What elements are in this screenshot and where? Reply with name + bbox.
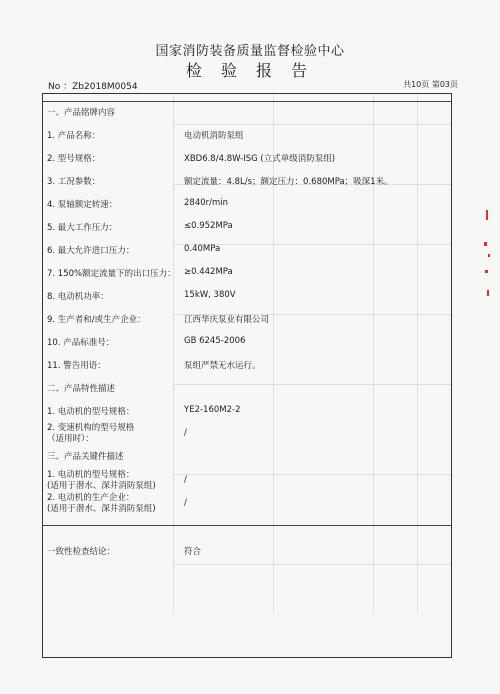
row-label: 2. 电动机的生产企业： — [47, 493, 135, 503]
report-number — [48, 79, 138, 92]
page-info: 共10页 第03页 — [403, 80, 458, 89]
section-characteristics: 二、产品特性描述 — [47, 384, 116, 394]
row-label: 10. 产品标准号： — [47, 338, 115, 348]
row-label: 2. 型号规格： — [47, 154, 101, 164]
row-value: 泵组严禁无水运行。 — [184, 361, 261, 371]
row-value: YE2-160M2-2 — [184, 405, 241, 415]
row-label: 1. 电动机的型号规格： — [47, 470, 135, 480]
row-value: GB 6245-2006 — [184, 336, 246, 346]
row-label: 1. 产品名称： — [47, 131, 101, 141]
row-value: XBD6.8/4.8W-ISG (立式单级消防泵组) — [184, 154, 336, 164]
section-nameplate: 一、产品铭牌内容 — [47, 108, 116, 118]
row-label: 1. 电动机的型号规格： — [47, 407, 135, 417]
row-value: ≥0.442MPa — [184, 267, 233, 277]
row-value: 额定流量：4.8L/s；额定压力：0.680MPa；吸深1米。 — [184, 177, 393, 187]
row-label: 11. 警告用语： — [47, 361, 106, 371]
row-label-cont: （适用时）： — [47, 434, 94, 444]
row-label: 8. 电动机功率： — [47, 292, 109, 302]
report-number-label: No ： — [48, 82, 73, 92]
row-label: 6. 最大允许进口压力： — [47, 246, 135, 256]
header-divider — [43, 101, 451, 102]
row-value: ≤0.952MPa — [184, 221, 233, 231]
report-title: 检 验 报 告 — [185, 61, 315, 80]
row-value: / — [184, 475, 187, 485]
row-value: 2840r/min — [184, 198, 229, 208]
seal-mark-fragment — [480, 210, 496, 310]
row-label: 3. 工况参数： — [47, 177, 101, 187]
conclusion-value: 符合 — [184, 547, 202, 557]
org-name: 国家消防装备质量监督检验中心 — [155, 44, 345, 59]
inspection-table — [42, 93, 452, 658]
report-number-value: Zb2018M0054 — [72, 82, 138, 92]
row-label-cont: (适用于潜水、深井消防泵组) — [47, 481, 156, 491]
section-key-parts: 三、产品关键件描述 — [47, 452, 124, 462]
conclusion-label: 一致性检查结论： — [47, 547, 116, 557]
row-label: 9. 生产者和/或生产企业： — [47, 315, 146, 325]
bleed-through-grid — [173, 94, 451, 614]
row-label: 2. 变速机构的型号规格 — [47, 423, 135, 433]
row-value: / — [184, 428, 187, 438]
row-value: / — [184, 498, 187, 508]
row-label: 5. 最大工作压力： — [47, 223, 118, 233]
row-value: 15kW, 380V — [184, 290, 236, 300]
row-label: 4. 泵轴额定转速： — [47, 200, 118, 210]
row-value: 0.40MPa — [184, 244, 221, 254]
conclusion-divider — [43, 525, 451, 526]
row-value: 江西华庆泵业有限公司 — [184, 315, 270, 325]
row-label: 7. 150%额定流量下的出口压力： — [47, 269, 176, 279]
row-value: 电动机消防泵组 — [184, 131, 244, 141]
row-label-cont: (适用于潜水、深井消防泵组) — [47, 504, 156, 514]
